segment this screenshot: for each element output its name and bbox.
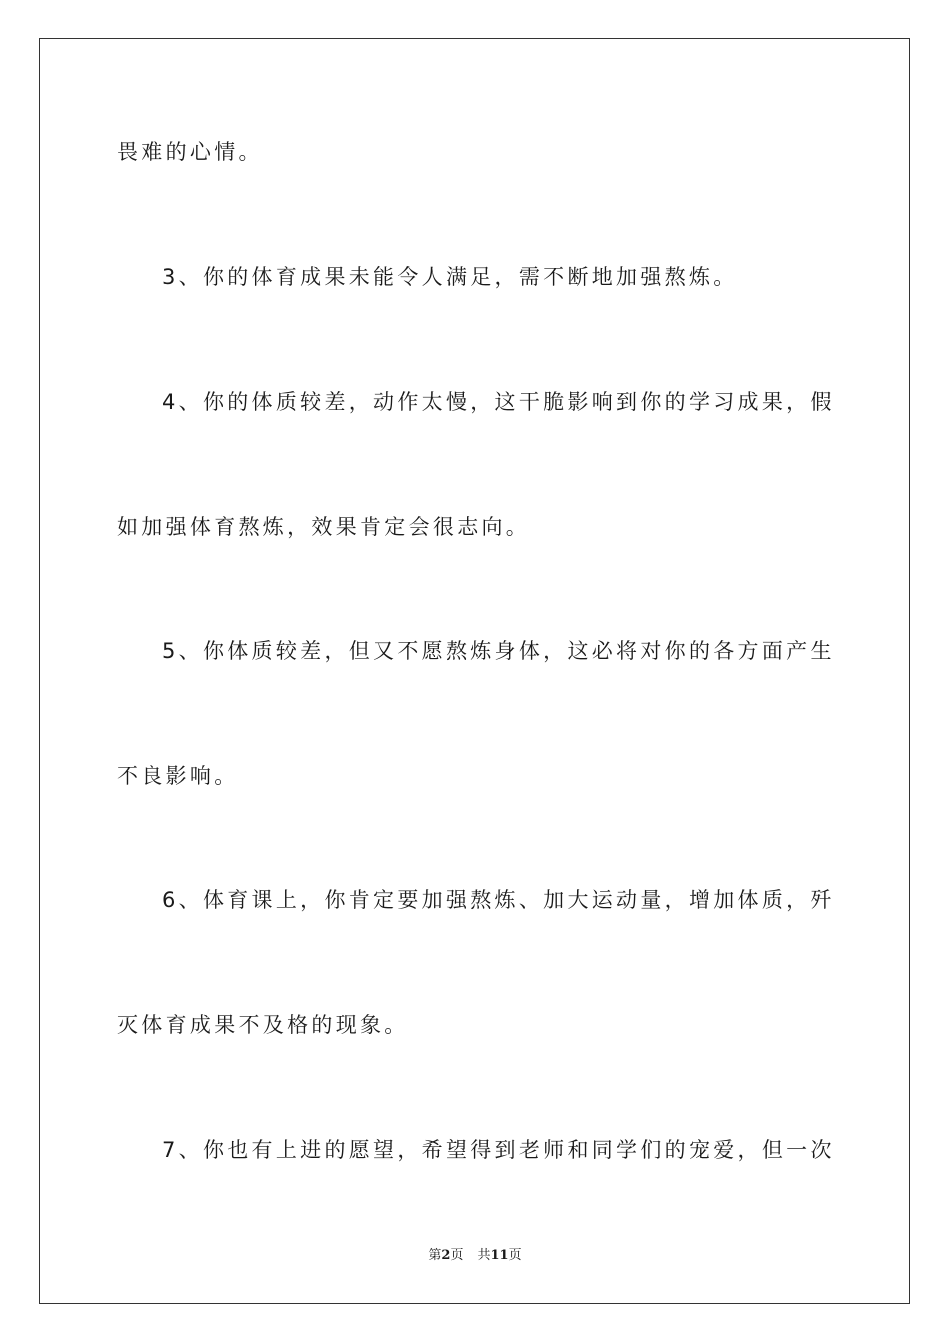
text-line-4: 如加强体育熬炼，效果肯定会很志向。 bbox=[117, 515, 531, 539]
page-prefix: 第 bbox=[428, 1248, 442, 1263]
text-line-1: 畏难的心情。 bbox=[117, 140, 263, 164]
page-suffix: 页 bbox=[450, 1248, 464, 1263]
text-line-7: 6、体育课上，你肯定要加强熬炼、加大运动量，增加体质，歼 bbox=[162, 888, 835, 912]
text-line-3: 4、你的体质较差，动作太慢，这干脆影响到你的学习成果，假 bbox=[162, 390, 835, 414]
total-pages: 11 bbox=[490, 1248, 509, 1263]
text-line-5: 5、你体质较差，但又不愿熬炼身体，这必将对你的各方面产生 bbox=[162, 639, 835, 663]
text-line-2: 3、你的体育成果未能令人满足，需不断地加强熬炼。 bbox=[162, 265, 738, 289]
page-border bbox=[39, 38, 910, 1304]
text-line-9: 7、你也有上进的愿望，希望得到老师和同学们的宠爱，但一次 bbox=[162, 1138, 835, 1162]
page-footer bbox=[0, 1248, 950, 1264]
text-line-6: 不良影响。 bbox=[117, 764, 239, 788]
page-number: 2 bbox=[441, 1248, 451, 1263]
text-line-8: 灭体育成果不及格的现象。 bbox=[117, 1013, 409, 1037]
total-suffix: 页 bbox=[508, 1248, 522, 1263]
total-prefix: 共 bbox=[477, 1248, 491, 1263]
